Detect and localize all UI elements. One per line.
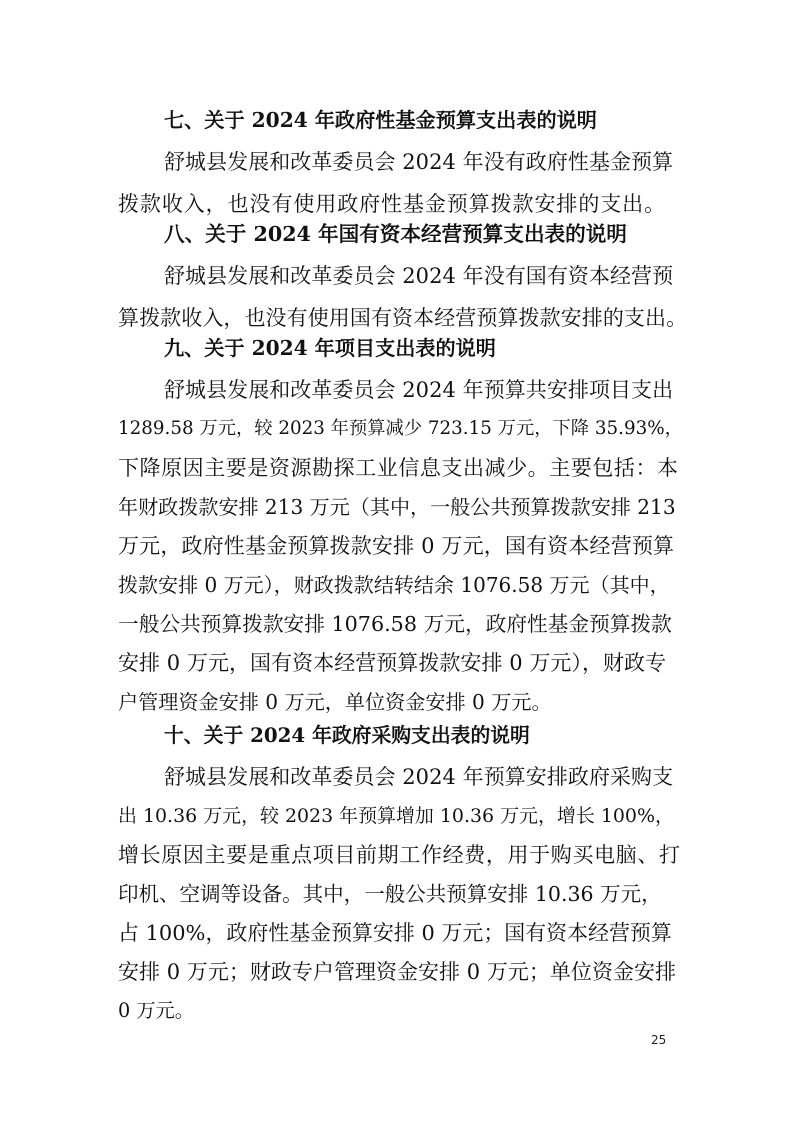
section-heading <box>0 328 793 368</box>
line-text: 舒城县发展和改革委员会 2024 年预算共安排项目支出 <box>164 378 674 402</box>
paragraph-line <box>0 409 793 449</box>
line-text: 印机、空调等设备。其中，一般公共预算安排 10.36 万元， <box>118 882 662 906</box>
paragraph-line <box>0 952 793 992</box>
line-text: 一般公共预算拨款安排 1076.58 万元，政府性基金预算拨款 <box>118 612 672 636</box>
line-text: 拨款安排 0 万元），财政拨款结转结余 1076.58 万元（其中， <box>118 573 670 597</box>
paragraph-line <box>0 256 793 296</box>
line-text: 1289.58 万元，较 2023 年预算减少 723.15 万元，下降 35.93%， <box>118 418 683 439</box>
line-text: 增长原因主要是重点项目前期工作经费，用于购买电脑、打 <box>118 843 681 867</box>
paragraph-line <box>0 835 793 875</box>
paragraph-line <box>0 991 793 1031</box>
paragraph-line <box>0 643 793 683</box>
paragraph-line <box>0 757 793 797</box>
section-heading <box>0 715 793 755</box>
line-text: 算拨款收入，也没有使用国有资本经营预算拨款安排的支出。 <box>118 306 688 330</box>
line-text: 下降原因主要是资源勘探工业信息支出减少。主要包括：本 <box>118 456 679 480</box>
paragraph-line <box>0 874 793 914</box>
line-text: 舒城县发展和改革委员会 2024 年没有国有资本经营预 <box>164 264 674 288</box>
paragraph-line <box>0 604 793 644</box>
line-text: 万元，政府性基金预算拨款安排 0 万元，国有资本经营预算 <box>118 534 675 558</box>
paragraph-line <box>0 913 793 953</box>
paragraph-line <box>0 448 793 488</box>
line-text: 九、关于 2024 年项目支出表的说明 <box>164 336 496 360</box>
paragraph-line <box>0 526 793 566</box>
paragraph-line <box>0 487 793 527</box>
line-text: 十、关于 2024 年政府采购支出表的说明 <box>164 723 530 747</box>
line-text: 年财政拨款安排 213 万元（其中，一般公共预算拨款安排 213 <box>118 495 676 519</box>
line-text: 占 100%，政府性基金预算安排 0 万元；国有资本经营预算 <box>118 921 672 945</box>
paragraph-line <box>0 565 793 605</box>
line-text: 七、关于 2024 年政府性基金预算支出表的说明 <box>164 108 597 132</box>
line-text: 户管理资金安排 0 万元，单位资金安排 0 万元。 <box>118 690 552 714</box>
line-text: 舒城县发展和改革委员会 2024 年没有政府性基金预算 <box>164 150 674 174</box>
line-text: 舒城县发展和改革委员会 2024 年预算安排政府采购支 <box>164 765 674 789</box>
line-text: 安排 0 万元；财政专户管理资金安排 0 万元；单位资金安排 <box>118 960 677 984</box>
line-text: 拨款收入，也没有使用政府性基金预算拨款安排的支出。 <box>118 192 666 216</box>
paragraph-line <box>0 142 793 182</box>
line-text: 安排 0 万元，国有资本经营预算拨款安排 0 万元），财政专 <box>118 651 667 675</box>
line-text: 0 万元。 <box>118 999 194 1022</box>
line-text: 八、关于 2024 年国有资本经营预算支出表的说明 <box>164 222 627 246</box>
line-text: 出 10.36 万元，较 2023 年预算增加 10.36 万元，增长 100%， <box>118 805 674 827</box>
paragraph-line <box>0 796 793 836</box>
section-heading <box>0 214 793 254</box>
page-number: 25 <box>651 1033 667 1047</box>
paragraph-line <box>0 370 793 410</box>
section-heading <box>0 100 793 140</box>
